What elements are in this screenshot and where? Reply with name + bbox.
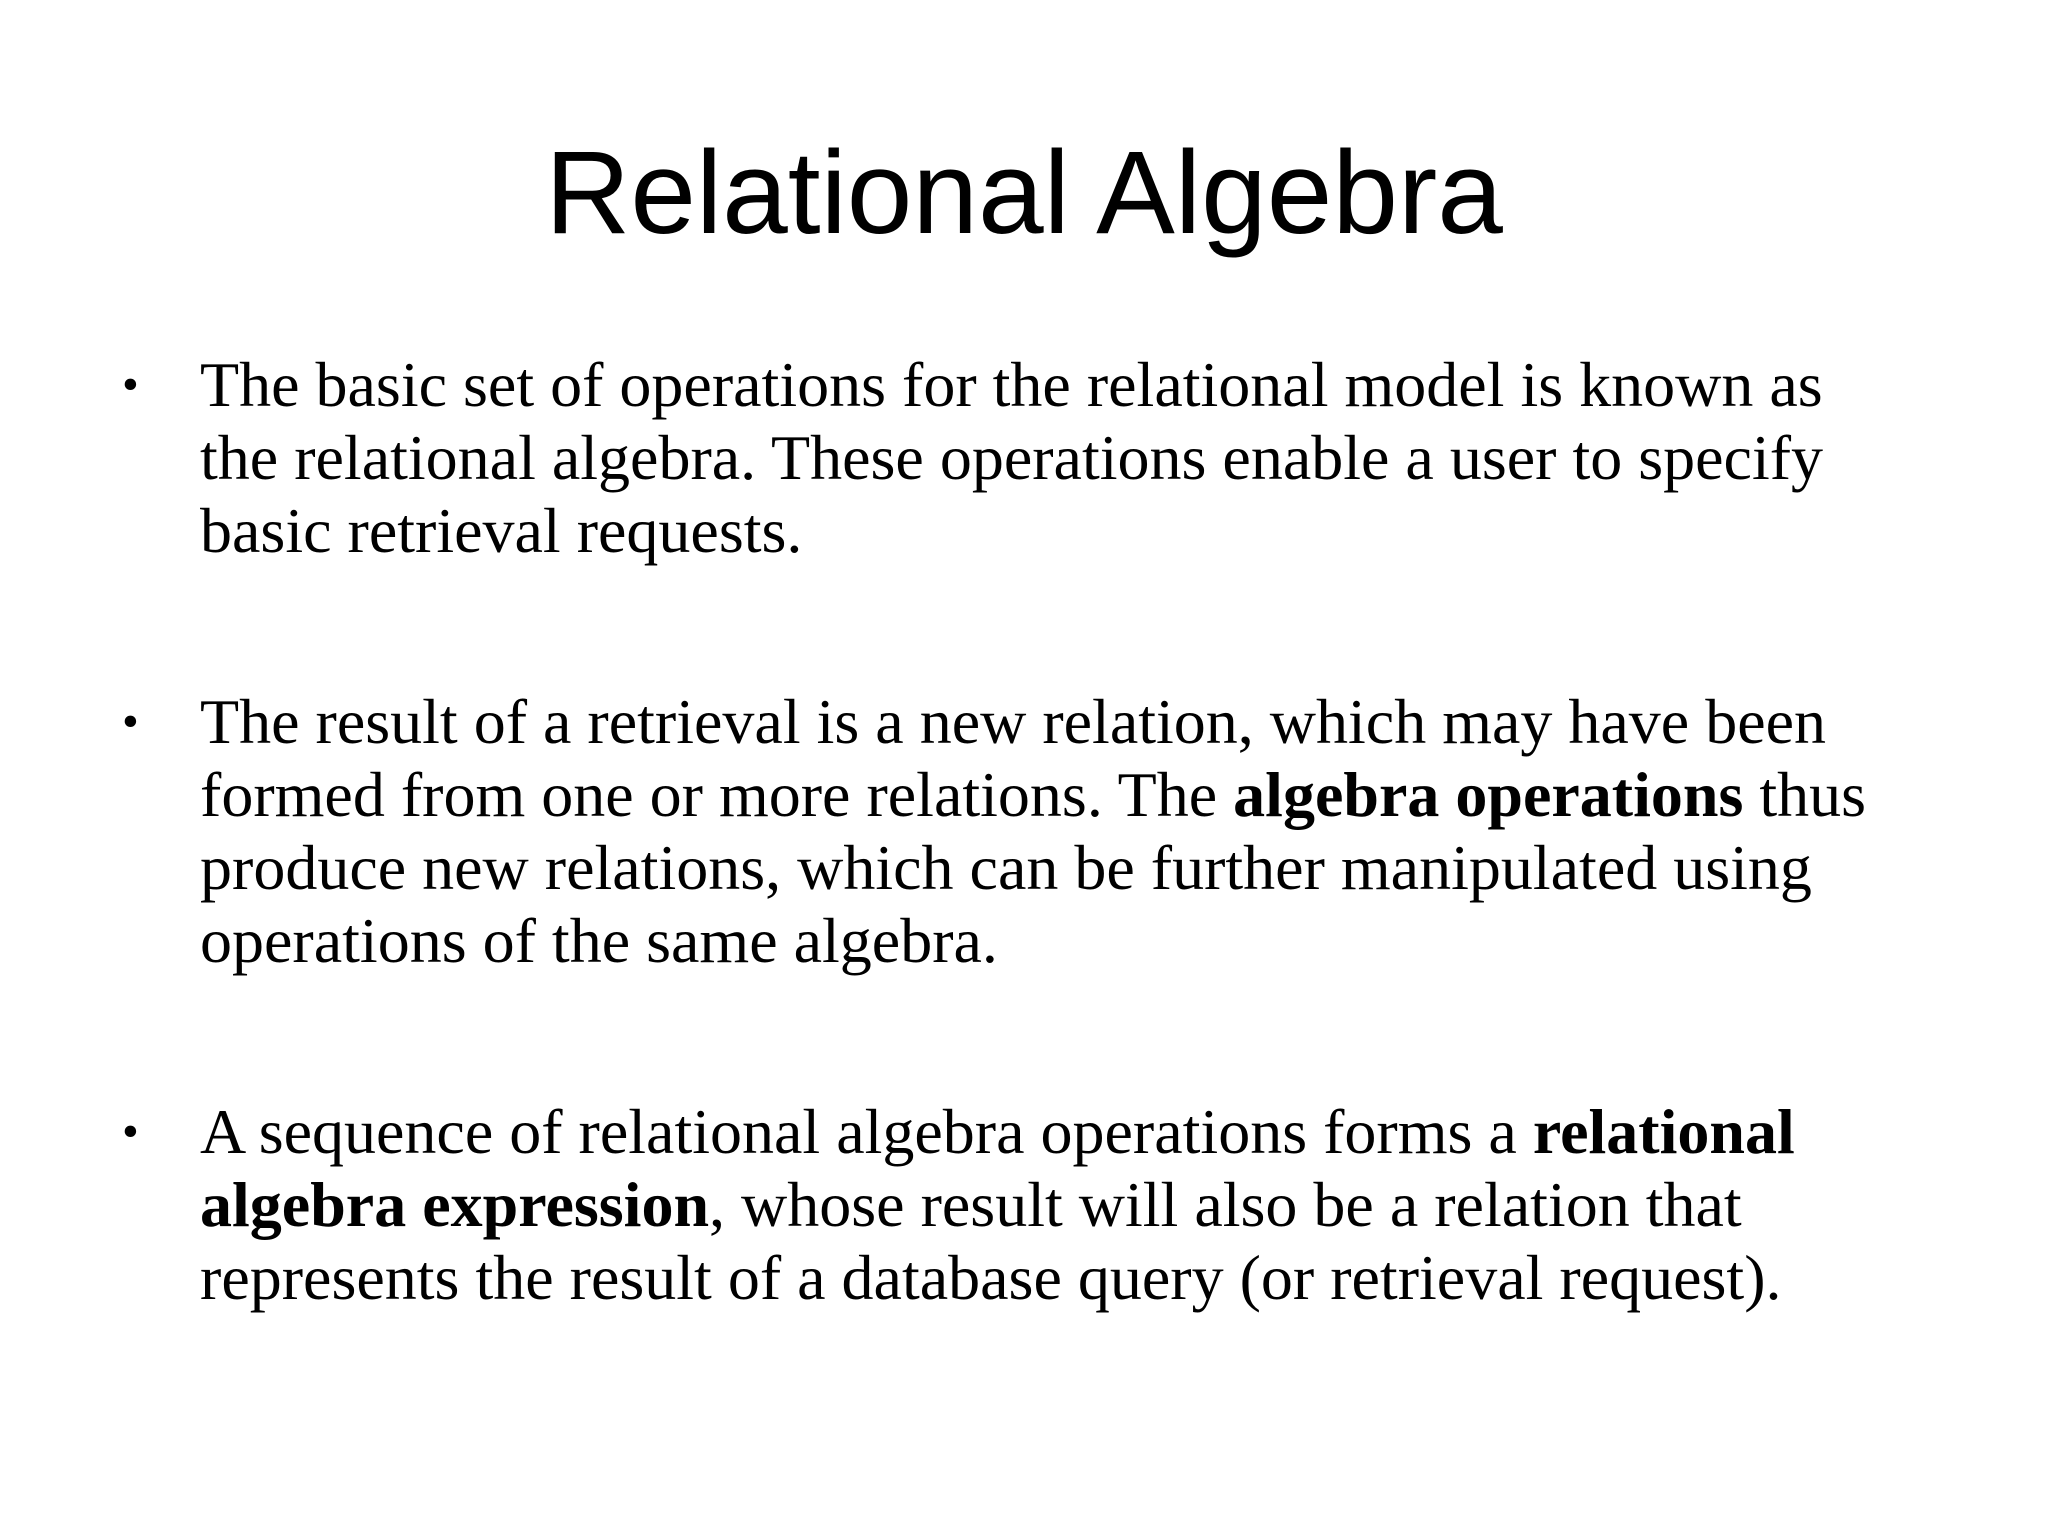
bullet-marker: •	[122, 358, 139, 411]
bullet-item	[120, 348, 1900, 567]
bullet-item	[120, 1095, 1900, 1314]
bullet-text	[200, 1096, 1795, 1313]
bullet-text-part: The basic set of operations for the relational model is known as the relational algebra. These operations enable a user to specify basic retrieval requests.	[200, 349, 1824, 566]
bullet-text	[200, 349, 1823, 566]
bullet-marker: •	[122, 1105, 139, 1158]
bold-term: relational algebra expression	[200, 1096, 1795, 1240]
bullet-text-part: thus produce new relations, which can be further manipulated using operations of the same algebra.	[200, 759, 1867, 976]
bullet-list	[120, 348, 1900, 1432]
bold-term: algebra operations	[1233, 759, 1744, 830]
bullet-text-part: , whose result will also be a relation that represents the result of a database query (or retrieval request).	[200, 1169, 1782, 1313]
slide-title: Relational Algebra	[545, 127, 1503, 259]
bullet-text-part: The result of a retrieval is a new relation, which may have been formed from one or more relations. The	[200, 686, 1826, 830]
bullet-marker: •	[122, 695, 139, 748]
bullet-text-part: A sequence of relational algebra operations forms a	[200, 1096, 1533, 1167]
bullet-item	[120, 685, 1900, 977]
bullet-text	[200, 686, 1866, 976]
